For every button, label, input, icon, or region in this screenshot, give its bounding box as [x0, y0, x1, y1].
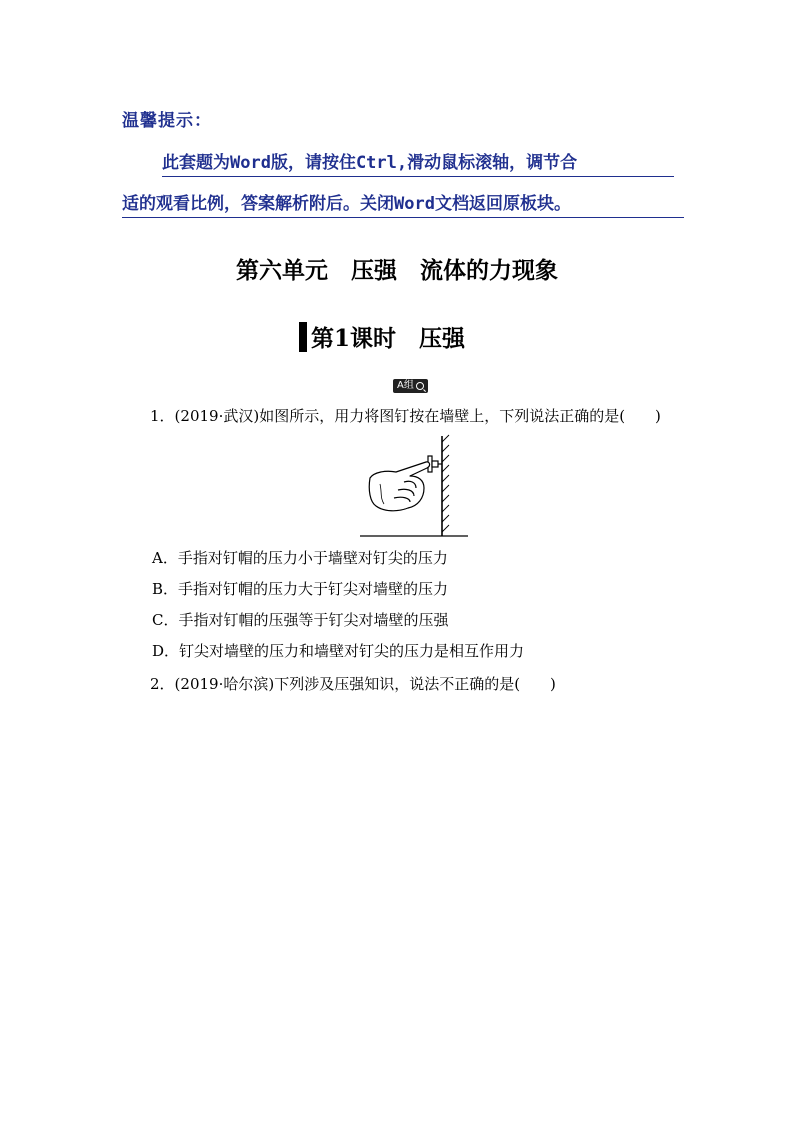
group-badge — [393, 379, 428, 393]
question-1 — [150, 405, 661, 426]
option-b: B．手指对钉帽的压力大于钉尖对墙壁的压力 — [152, 580, 449, 598]
warm-tip-heading: 温馨提示： — [122, 111, 212, 131]
option-c: C．手指对钉帽的压强等于钉尖对墙壁的压强 — [152, 611, 449, 629]
lesson-title: 第1课时 压强 — [311, 325, 466, 352]
figure-wall-hatching — [442, 435, 449, 532]
option-d: D．钉尖对墙壁的压力和墙壁对钉尖的压力是相互作用力 — [152, 642, 525, 660]
figure-hand — [369, 462, 429, 511]
unit-title: 第六单元 压强 流体的力现象 — [236, 257, 558, 284]
thumbtack-wall-figure — [358, 432, 470, 540]
question-2-text: (2019·哈尔滨)下列涉及压强知识，说法不正确的是( ) — [174, 675, 556, 693]
magnifier-icon — [416, 382, 424, 390]
group-badge-label: A组 — [397, 380, 414, 391]
warm-tip-line-1: 此套题为Word版，请按住Ctrl,滑动鼠标滚轴，调节合 — [162, 148, 674, 177]
question-1-number: 1． — [150, 407, 175, 425]
lesson-marker-bar — [299, 322, 307, 352]
option-a: A．手指对钉帽的压力小于墙壁对钉尖的压力 — [152, 549, 448, 567]
warm-tip-line-2: 适的观看比例，答案解析附后。关闭Word文档返回原板块。 — [122, 189, 684, 218]
question-2 — [150, 673, 556, 694]
question-2-number: 2． — [150, 675, 175, 693]
question-1-text: (2019·武汉)如图所示，用力将图钉按在墙壁上，下列说法正确的是( ) — [174, 407, 661, 425]
lesson-heading — [299, 320, 465, 353]
